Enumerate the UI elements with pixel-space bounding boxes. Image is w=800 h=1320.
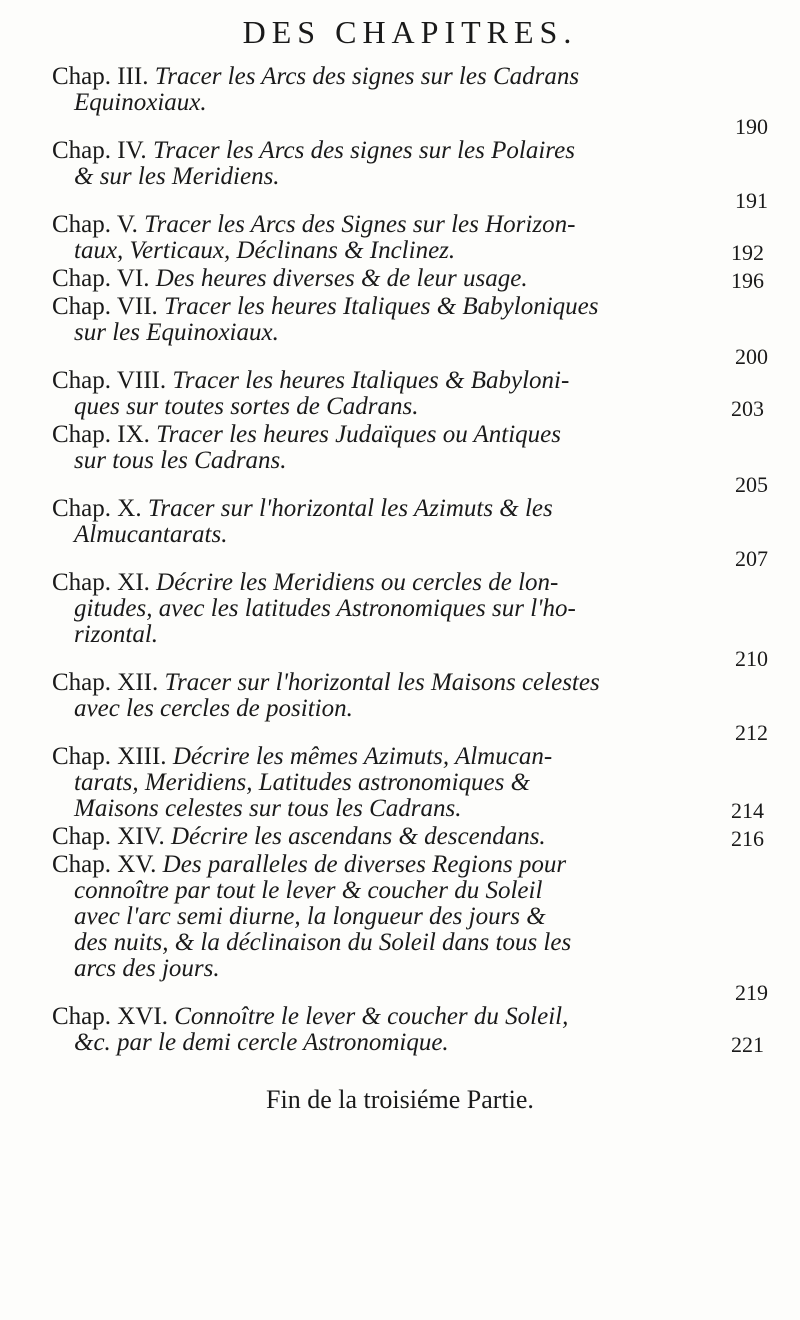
chapter-title: Maisons celestes sur tous les Cadrans. [74, 795, 462, 822]
entry-line [52, 164, 772, 190]
toc-entry [52, 824, 772, 852]
toc-entry [52, 138, 772, 212]
entry-line [52, 64, 772, 90]
toc-entry [52, 852, 772, 1004]
entry-line [52, 320, 772, 346]
entry-line [52, 294, 772, 320]
chapter-number: Chap. VIII. [52, 367, 167, 394]
entry-line [52, 238, 772, 264]
chapter-title: connoître par tout le lever & coucher du Soleil [74, 877, 543, 904]
chapter-title: ques sur toutes sortes de Cadrans. [74, 393, 419, 420]
entry-line [52, 744, 772, 770]
toc-entry [52, 294, 772, 368]
page-number: 221 [731, 1032, 764, 1057]
chapter-number: Chap. VI. [52, 265, 150, 292]
chapter-number: Chap. V. [52, 211, 138, 238]
chapter-title: sur tous les Cadrans. [74, 447, 287, 474]
chapter-number: Chap. XIII. [52, 743, 167, 770]
toc-entry [52, 422, 772, 496]
chapter-number: Chap. XV. [52, 851, 157, 878]
toc-entry [52, 1004, 772, 1058]
entry-line [52, 596, 772, 622]
entry-line [52, 852, 772, 878]
page-number: 196 [731, 268, 764, 293]
chapter-title: Des heures diverses & de leur usage. [155, 265, 528, 292]
entry-line [52, 622, 772, 648]
entry-line [52, 904, 772, 930]
chapter-title: Tracer sur l'horizontal les Azimuts & les [147, 495, 553, 522]
page-number: 216 [731, 826, 764, 851]
entry-line [52, 368, 772, 394]
entry-line [52, 696, 772, 722]
chapter-number: Chap. XI. [52, 569, 150, 596]
chapter-title: Tracer les Arcs des signes sur les Polaires [152, 137, 575, 164]
entry-line [52, 770, 772, 796]
page-number: 190 [735, 114, 768, 139]
page-number: 191 [735, 188, 768, 213]
chapter-title: & sur les Meridiens. [74, 163, 280, 190]
chapter-title: &c. par le demi cercle Astronomique. [74, 1029, 449, 1056]
chapter-title: des nuits, & la déclinaison du Soleil dans tous les [74, 929, 572, 956]
toc-entry [52, 64, 772, 138]
toc-entry [52, 570, 772, 670]
chapter-title: Décrire les ascendans & descendans. [170, 823, 546, 850]
chapter-number: Chap. III. [52, 63, 149, 90]
entry-line [52, 930, 772, 956]
chapter-title: Tracer sur l'horizontal les Maisons celestes [164, 669, 600, 696]
chapter-title: Connoître le lever & coucher du Soleil, [174, 1003, 569, 1030]
table-of-contents [52, 64, 772, 1058]
chapter-title: avec l'arc semi diurne, la longueur des jours & [74, 903, 546, 930]
chapter-title: Tracer les heures Italiques & Babyloni- [172, 367, 570, 394]
chapter-title: taux, Verticaux, Déclinans & Inclinez. [74, 237, 456, 264]
entry-line [52, 90, 772, 116]
entry-line [52, 448, 772, 474]
chapter-number: Chap. XVI. [52, 1003, 168, 1030]
chapter-number: Chap. XII. [52, 669, 159, 696]
chapter-title: Tracer les heures Judaïques ou Antiques [156, 421, 561, 448]
chapter-title: arcs des jours. [74, 955, 220, 982]
entry-line [52, 570, 772, 596]
toc-entry [52, 496, 772, 570]
chapter-title: avec les cercles de position. [74, 695, 353, 722]
chapter-title: Tracer les Arcs des Signes sur les Horizon- [144, 211, 576, 238]
toc-entry [52, 744, 772, 824]
entry-line [52, 878, 772, 904]
toc-entry [52, 266, 772, 294]
entry-line [52, 496, 772, 522]
page-number: 205 [735, 472, 768, 497]
chapter-title: Tracer les Arcs des signes sur les Cadrans [154, 63, 580, 90]
chapter-number: Chap. VII. [52, 293, 158, 320]
running-head: DES CHAPITRES. [242, 14, 578, 50]
toc-entry [52, 670, 772, 744]
entry-line [52, 1030, 772, 1056]
chapter-title: Equinoxiaux. [74, 89, 207, 116]
entry-line [52, 394, 772, 420]
chapter-number: Chap. IX. [52, 421, 150, 448]
chapter-title: Décrire les mêmes Azimuts, Almucan- [172, 743, 553, 770]
entry-line [52, 824, 772, 850]
page-number: 200 [735, 344, 768, 369]
entry-line [52, 522, 772, 548]
entry-line [52, 796, 772, 822]
entry-line [52, 138, 772, 164]
page-number: 192 [731, 240, 764, 265]
chapter-number: Chap. IV. [52, 137, 147, 164]
page-number: 203 [731, 396, 764, 421]
entry-line [52, 212, 772, 238]
page-number: 214 [731, 798, 764, 823]
entry-line [52, 670, 772, 696]
chapter-title: sur les Equinoxiaux. [74, 319, 279, 346]
page-number: 207 [735, 546, 768, 571]
chapter-title: rizontal. [74, 621, 159, 648]
chapter-title: Des paralleles de diverses Regions pour [162, 851, 567, 878]
chapter-number: Chap. XIV. [52, 823, 165, 850]
chapter-title: gitudes, avec les latitudes Astronomiques sur l'ho- [74, 595, 576, 622]
page-number: 210 [735, 646, 768, 671]
entry-line [52, 1004, 772, 1030]
toc-entry [52, 368, 772, 422]
entry-line [52, 422, 772, 448]
toc-entry [52, 212, 772, 266]
chapter-title: Tracer les heures Italiques & Babyloniques [164, 293, 599, 320]
chapter-title: tarats, Meridiens, Latitudes astronomiques & [74, 769, 531, 796]
entry-line [52, 266, 772, 292]
page-number: 219 [735, 980, 768, 1005]
entry-line [52, 956, 772, 982]
part-end-note: Fin de la troisiéme Partie. [266, 1085, 534, 1114]
page-number: 212 [735, 720, 768, 745]
chapter-number: Chap. X. [52, 495, 142, 522]
chapter-title: Décrire les Meridiens ou cercles de lon- [156, 569, 559, 596]
chapter-title: Almucantarats. [74, 521, 228, 548]
